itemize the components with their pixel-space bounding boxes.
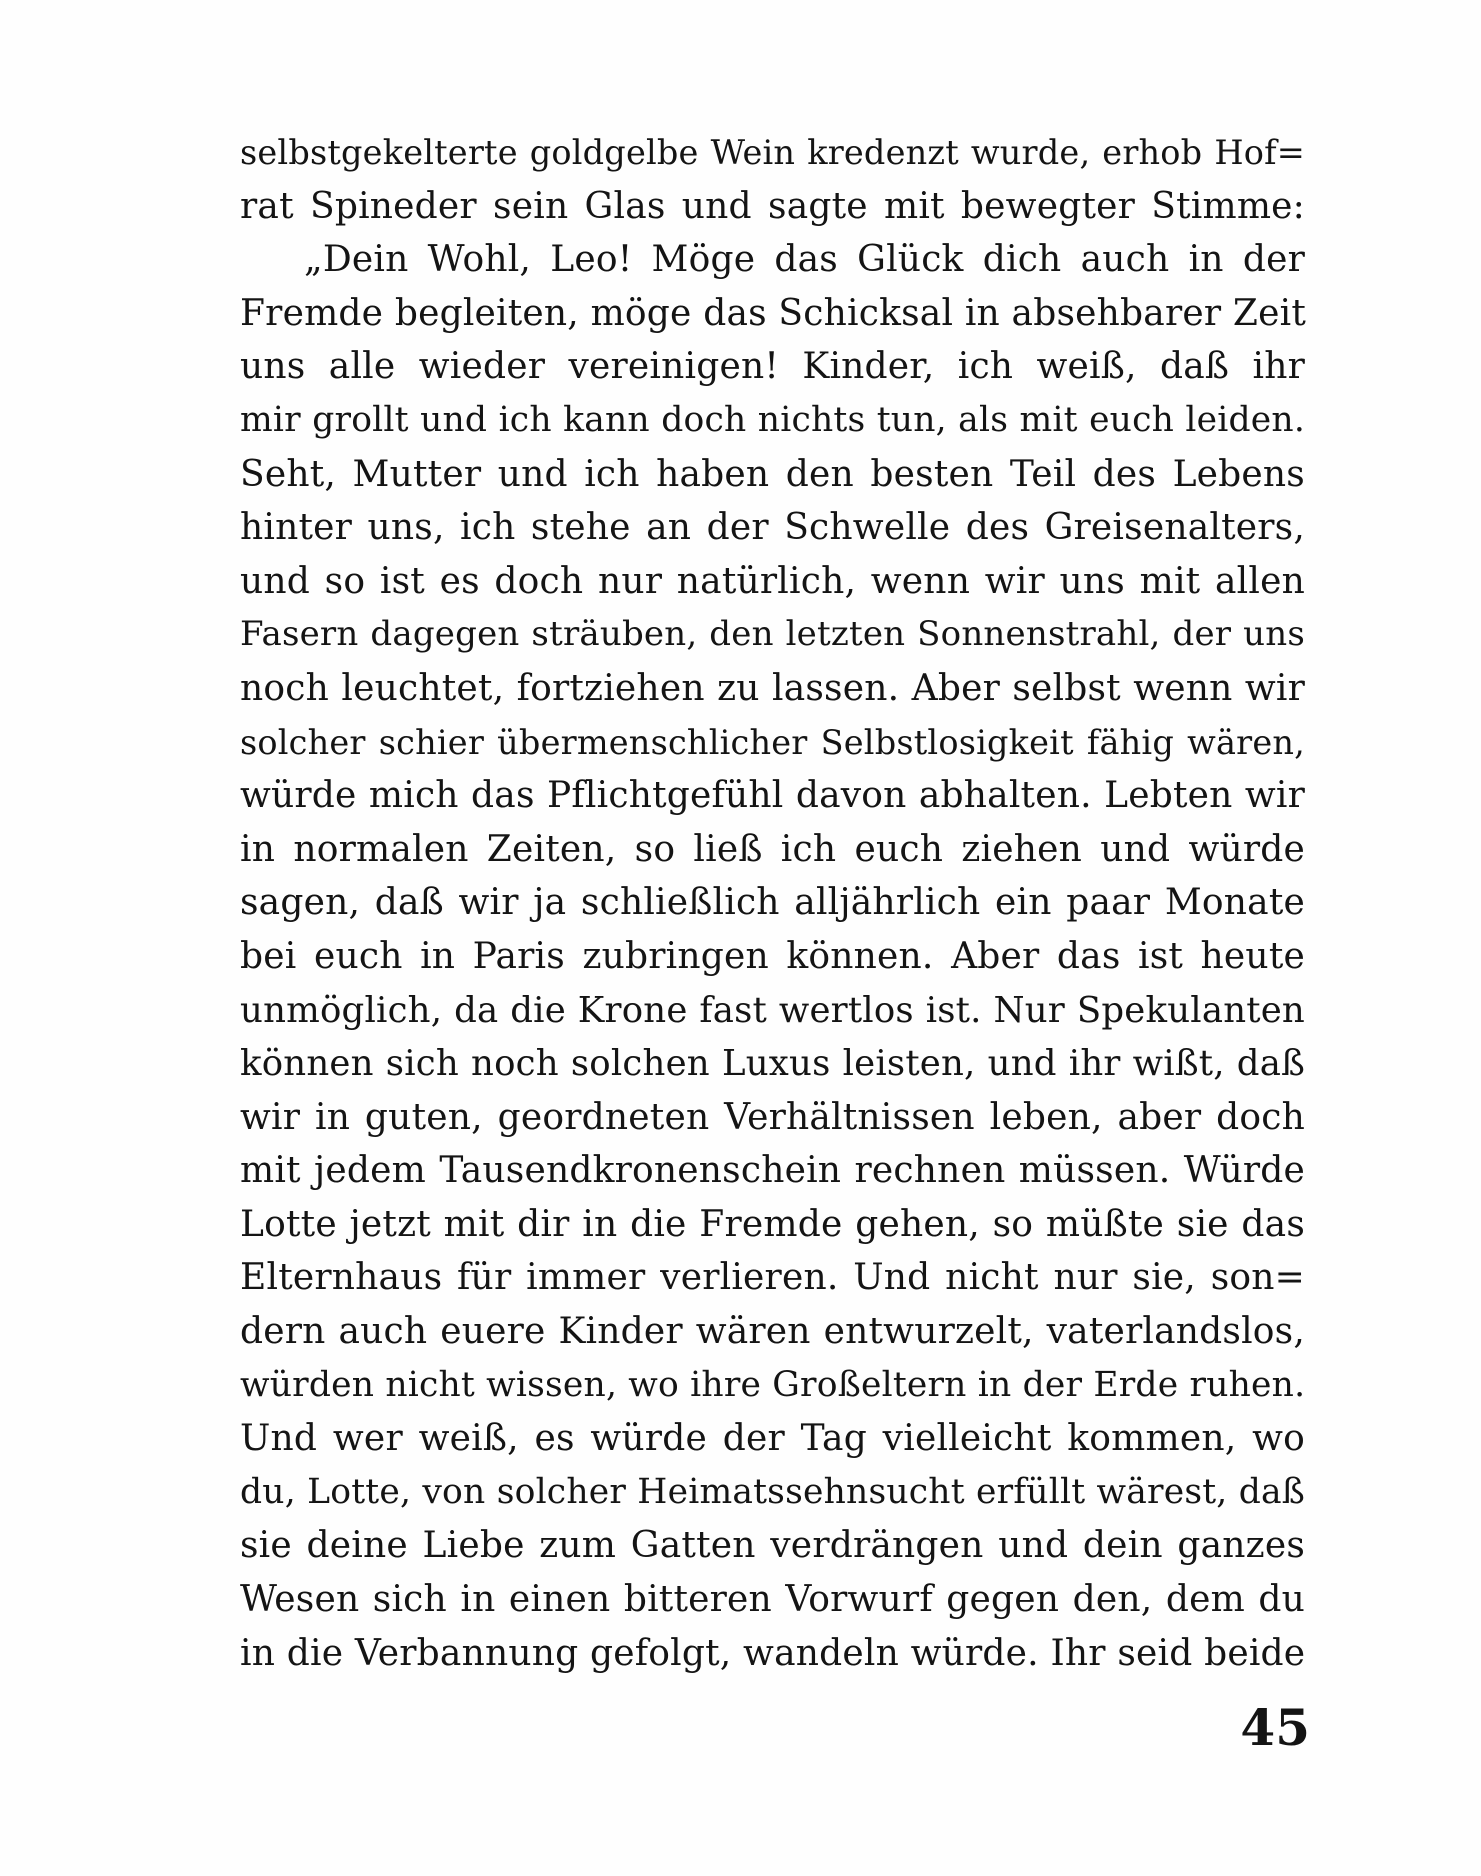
text-line: uns alle wieder vereinigen! Kinder, ich weiß, daß ihr — [240, 346, 1305, 388]
text-line: und so ist es doch nur natürlich, wenn wir uns mit allen — [240, 560, 1305, 602]
text-line: können sich noch solchen Luxus leisten, und ihr wißt, daß — [240, 1043, 1305, 1085]
text-line: solcher schier übermenschlicher Selbstlosigkeit fähig wären, — [240, 722, 1305, 762]
text-line: du, Lotte, von solcher Heimatssehnsucht erfüllt wärest, daß — [240, 1471, 1305, 1512]
text-line: mir grollt und ich kann doch nichts tun, als mit euch leiden. — [240, 399, 1305, 440]
text-line: Elternhaus für immer verlieren. Und nicht nur sie, son= — [240, 1257, 1305, 1299]
body-text — [240, 126, 1305, 1680]
page-number: 45 — [1240, 1698, 1310, 1757]
text-line: würde mich das Pflichtgefühl davon abhalten. Lebten wir — [240, 775, 1305, 817]
text-line: mit jedem Tausendkronenschein rechnen müssen. Würde — [240, 1150, 1305, 1192]
text-line: noch leuchtet, fortziehen zu lassen. Aber selbst wenn wir — [240, 667, 1305, 709]
text-line: selbstgekelterte goldgelbe Wein kredenzt wurde, erhob Hof= — [240, 133, 1305, 172]
text-line: in die Verbannung gefolgt, wandeln würde. Ihr seid beide — [240, 1632, 1306, 1674]
text-line: Und wer weiß, es würde der Tag vielleicht kommen, wo — [240, 1418, 1305, 1460]
text-line: „Dein Wohl, Leo! Möge das Glück dich auch in der — [304, 239, 1305, 281]
text-line: Fasern dagegen sträuben, den letzten Sonnenstrahl, der uns — [240, 614, 1305, 655]
text-line: dern auch euere Kinder wären entwurzelt, vaterlandslos, — [240, 1311, 1305, 1353]
text-line: bei euch in Paris zubringen können. Aber das ist heute — [240, 935, 1305, 977]
text-line: Lotte jetzt mit dir in die Fremde gehen, so müßte sie das — [240, 1203, 1305, 1245]
text-line: Fremde begleiten, möge das Schicksal in absehbarer Zeit — [240, 292, 1307, 334]
text-line: rat Spineder sein Glas und sagte mit bewegter Stimme: — [240, 185, 1305, 227]
text-line: sie deine Liebe zum Gatten verdrängen und dein ganzes — [240, 1525, 1305, 1567]
text-line: Wesen sich in einen bitteren Vorwurf gegen den, dem du — [240, 1579, 1305, 1621]
text-line: Seht, Mutter und ich haben den besten Teil des Lebens — [240, 453, 1305, 495]
text-line: hinter uns, ich stehe an der Schwelle des Greisenalters, — [240, 507, 1305, 549]
text-line: würden nicht wissen, wo ihre Großeltern in der Erde ruhen. — [240, 1364, 1306, 1405]
text-line: unmöglich, da die Krone fast wertlos ist. Nur Spekulanten — [240, 989, 1305, 1031]
text-line: sagen, daß wir ja schließlich alljährlich ein paar Monate — [240, 882, 1305, 924]
text-line: in normalen Zeiten, so ließ ich euch ziehen und würde — [240, 828, 1305, 870]
text-line: wir in guten, geordneten Verhältnissen leben, aber doch — [240, 1096, 1305, 1138]
